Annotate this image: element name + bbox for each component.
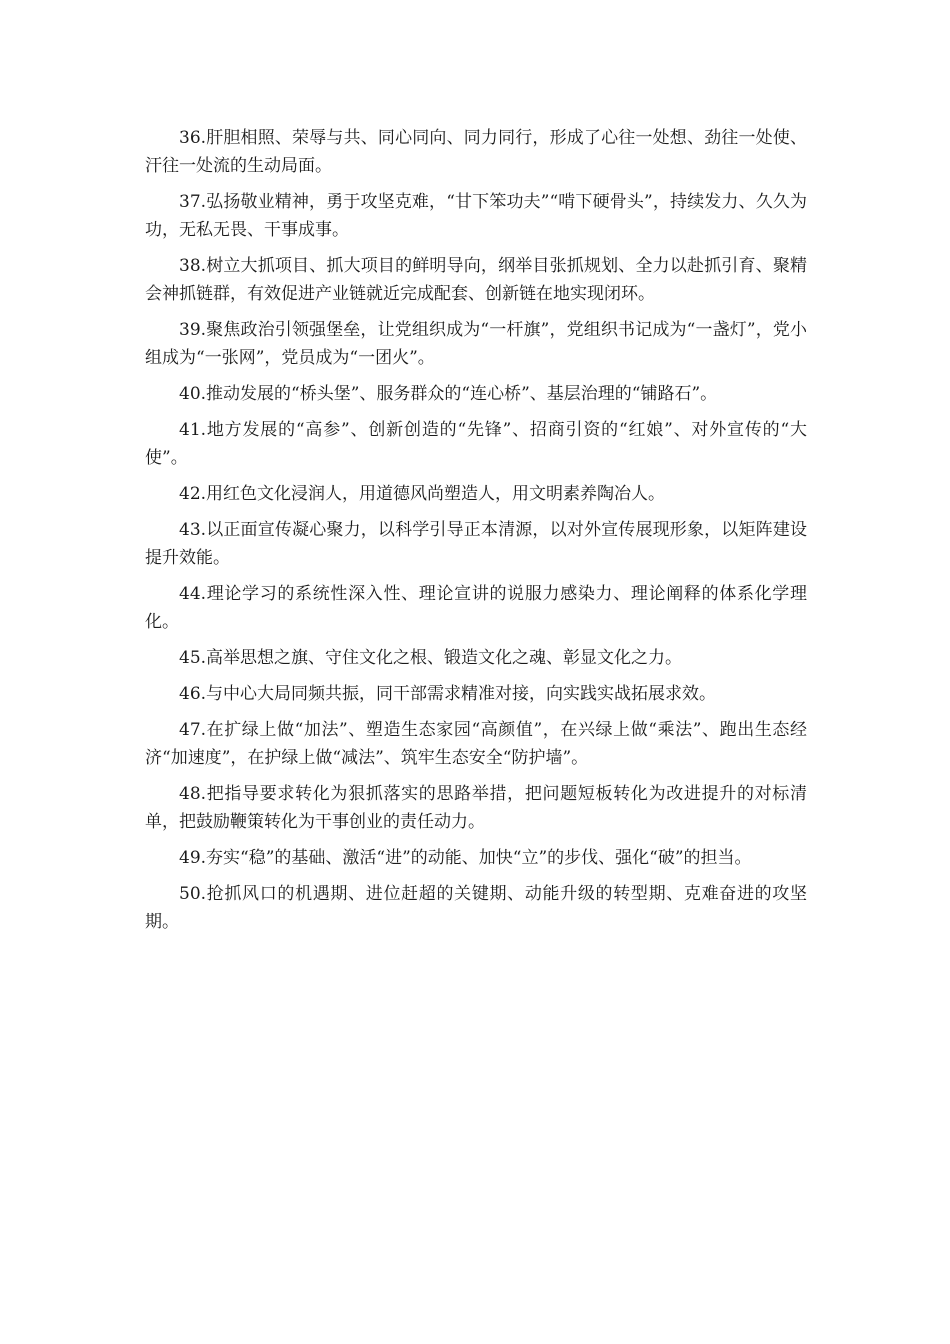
paragraph-37: 37.弘扬敬业精神，勇于攻坚克难，“甘下笨功夫”“啃下硬骨头”，持续发力、久久为功，无私无畏、干事成事。 (145, 192, 807, 240)
paragraph-45: 45.高举思想之旗、守住文化之根、锻造文化之魂、彰显文化之力。 (179, 648, 683, 668)
paragraph-50: 50.抢抓风口的机遇期、进位赶超的关键期、动能升级的转型期、克难奋进的攻坚期。 (145, 884, 807, 932)
paragraph-36: 36.肝胆相照、荣辱与共、同心同向、同力同行，形成了心往一处想、劲往一处使、汗往一处流的生动局面。 (145, 128, 807, 176)
paragraph-42: 42.用红色文化浸润人，用道德风尚塑造人，用文明素养陶冶人。 (179, 484, 666, 504)
paragraph-40: 40.推动发展的“桥头堡”、服务群众的“连心桥”、基层治理的“铺路石”。 (179, 384, 718, 404)
paragraph-43: 43.以正面宣传凝心聚力，以科学引导正本清源，以对外宣传展现形象，以矩阵建设提升效能。 (145, 520, 807, 568)
paragraph-44: 44.理论学习的系统性深入性、理论宣讲的说服力感染力、理论阐释的体系化学理化。 (145, 584, 807, 632)
paragraph-41: 41.地方发展的“高参”、创新创造的“先锋”、招商引资的“红娘”、对外宣传的“大使”。 (145, 420, 807, 468)
paragraph-49: 49.夯实“稳”的基础、激活“进”的动能、加快“立”的步伐、强化“破”的担当。 (179, 848, 752, 868)
document-body (145, 124, 807, 944)
paragraph-48: 48.把指导要求转化为狠抓落实的思路举措，把问题短板转化为改进提升的对标清单，把鼓励鞭策转化为干事创业的责任动力。 (145, 784, 807, 832)
paragraph-39: 39.聚焦政治引领强堡垒，让党组织成为“一杆旗”，党组织书记成为“一盏灯”，党小组成为“一张网”，党员成为“一团火”。 (145, 320, 807, 368)
paragraph-47: 47.在扩绿上做“加法”、塑造生态家园“高颜值”，在兴绿上做“乘法”、跑出生态经济“加速度”，在护绿上做“减法”、筑牢生态安全“防护墙”。 (145, 720, 807, 768)
paragraph-38: 38.树立大抓项目、抓大项目的鲜明导向，纲举目张抓规划、全力以赴抓引育、聚精会神抓链群，有效促进产业链就近完成配套、创新链在地实现闭环。 (145, 256, 807, 304)
paragraph-46: 46.与中心大局同频共振，同干部需求精准对接，向实践实战拓展求效。 (179, 684, 717, 704)
